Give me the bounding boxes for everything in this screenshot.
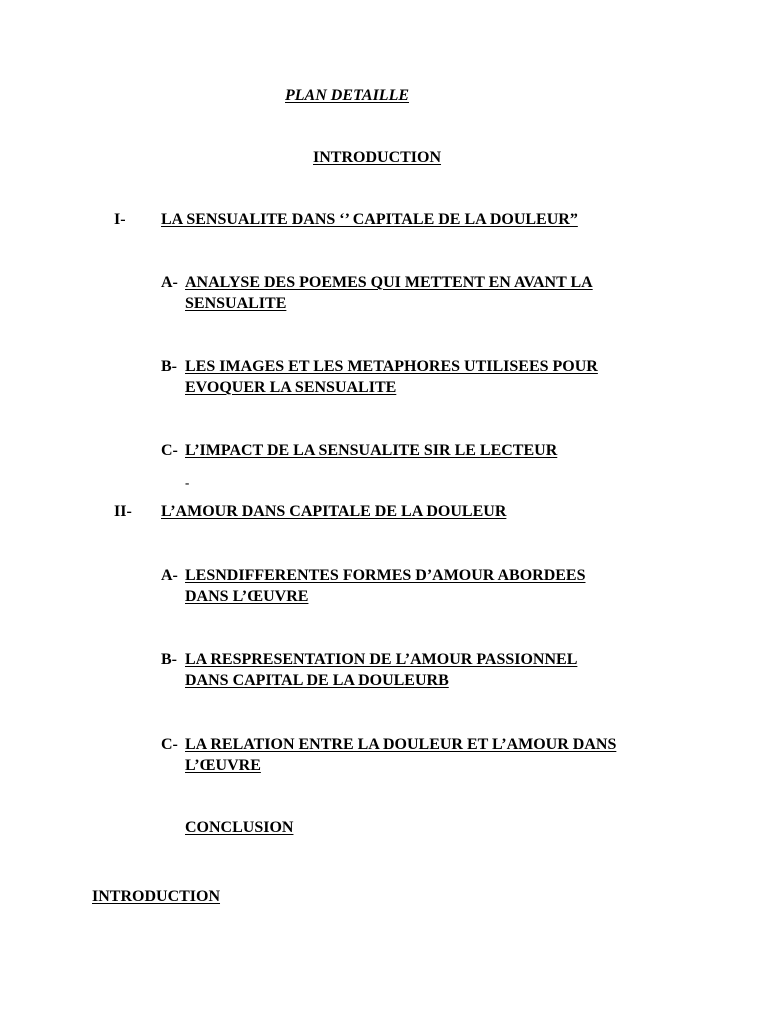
part2-numeral: II-: [114, 503, 132, 520]
part2-item-c-marker: C-: [161, 736, 178, 753]
part1-item-c-line1: L’IMPACT DE LA SENSUALITE SIR LE LECTEUR: [185, 442, 558, 459]
part2-item-a-line2: DANS L’ŒUVRE: [185, 588, 309, 605]
part2-item-b-marker: B-: [161, 651, 177, 668]
part2-item-b-line1: LA RESPRESENTATION DE L’AMOUR PASSIONNEL: [185, 651, 578, 668]
part2-item-c-line2: L’ŒUVRE: [185, 757, 261, 774]
part1-item-b-line1: LES IMAGES ET LES METAPHORES UTILISEES POUR: [185, 358, 598, 375]
part1-item-b-line2: EVOQUER LA SENSUALITE: [185, 379, 397, 396]
part1-item-b-marker: B-: [161, 358, 177, 375]
part1-item-c-marker: C-: [161, 442, 178, 459]
part1-title: LA SENSUALITE DANS ‘’ CAPITALE DE LA DOULEUR”: [161, 211, 578, 228]
part1-item-a-line1: ANALYSE DES POEMES QUI METTENT EN AVANT LA: [185, 274, 593, 291]
stray-dash: -: [185, 475, 190, 490]
introduction-heading: INTRODUCTION: [313, 149, 442, 166]
part2-item-b-line2: DANS CAPITAL DE LA DOULEURB: [185, 672, 449, 689]
part2-item-c-line1: LA RELATION ENTRE LA DOULEUR ET L’AMOUR DANS: [185, 736, 617, 753]
part2-item-a-marker: A-: [161, 567, 178, 584]
part1-item-a-marker: A-: [161, 274, 178, 291]
part2-item-a-line1: LESNDIFFERENTES FORMES D’AMOUR ABORDEES: [185, 567, 586, 584]
part1-item-a-line2: SENSUALITE: [185, 295, 287, 312]
introduction-section-heading: INTRODUCTION: [92, 888, 221, 905]
document-title: PLAN DETAILLE: [285, 87, 410, 104]
part2-title: L’AMOUR DANS CAPITALE DE LA DOULEUR: [161, 503, 507, 520]
part1-numeral: I-: [114, 211, 126, 228]
conclusion-heading: CONCLUSION: [185, 819, 294, 836]
